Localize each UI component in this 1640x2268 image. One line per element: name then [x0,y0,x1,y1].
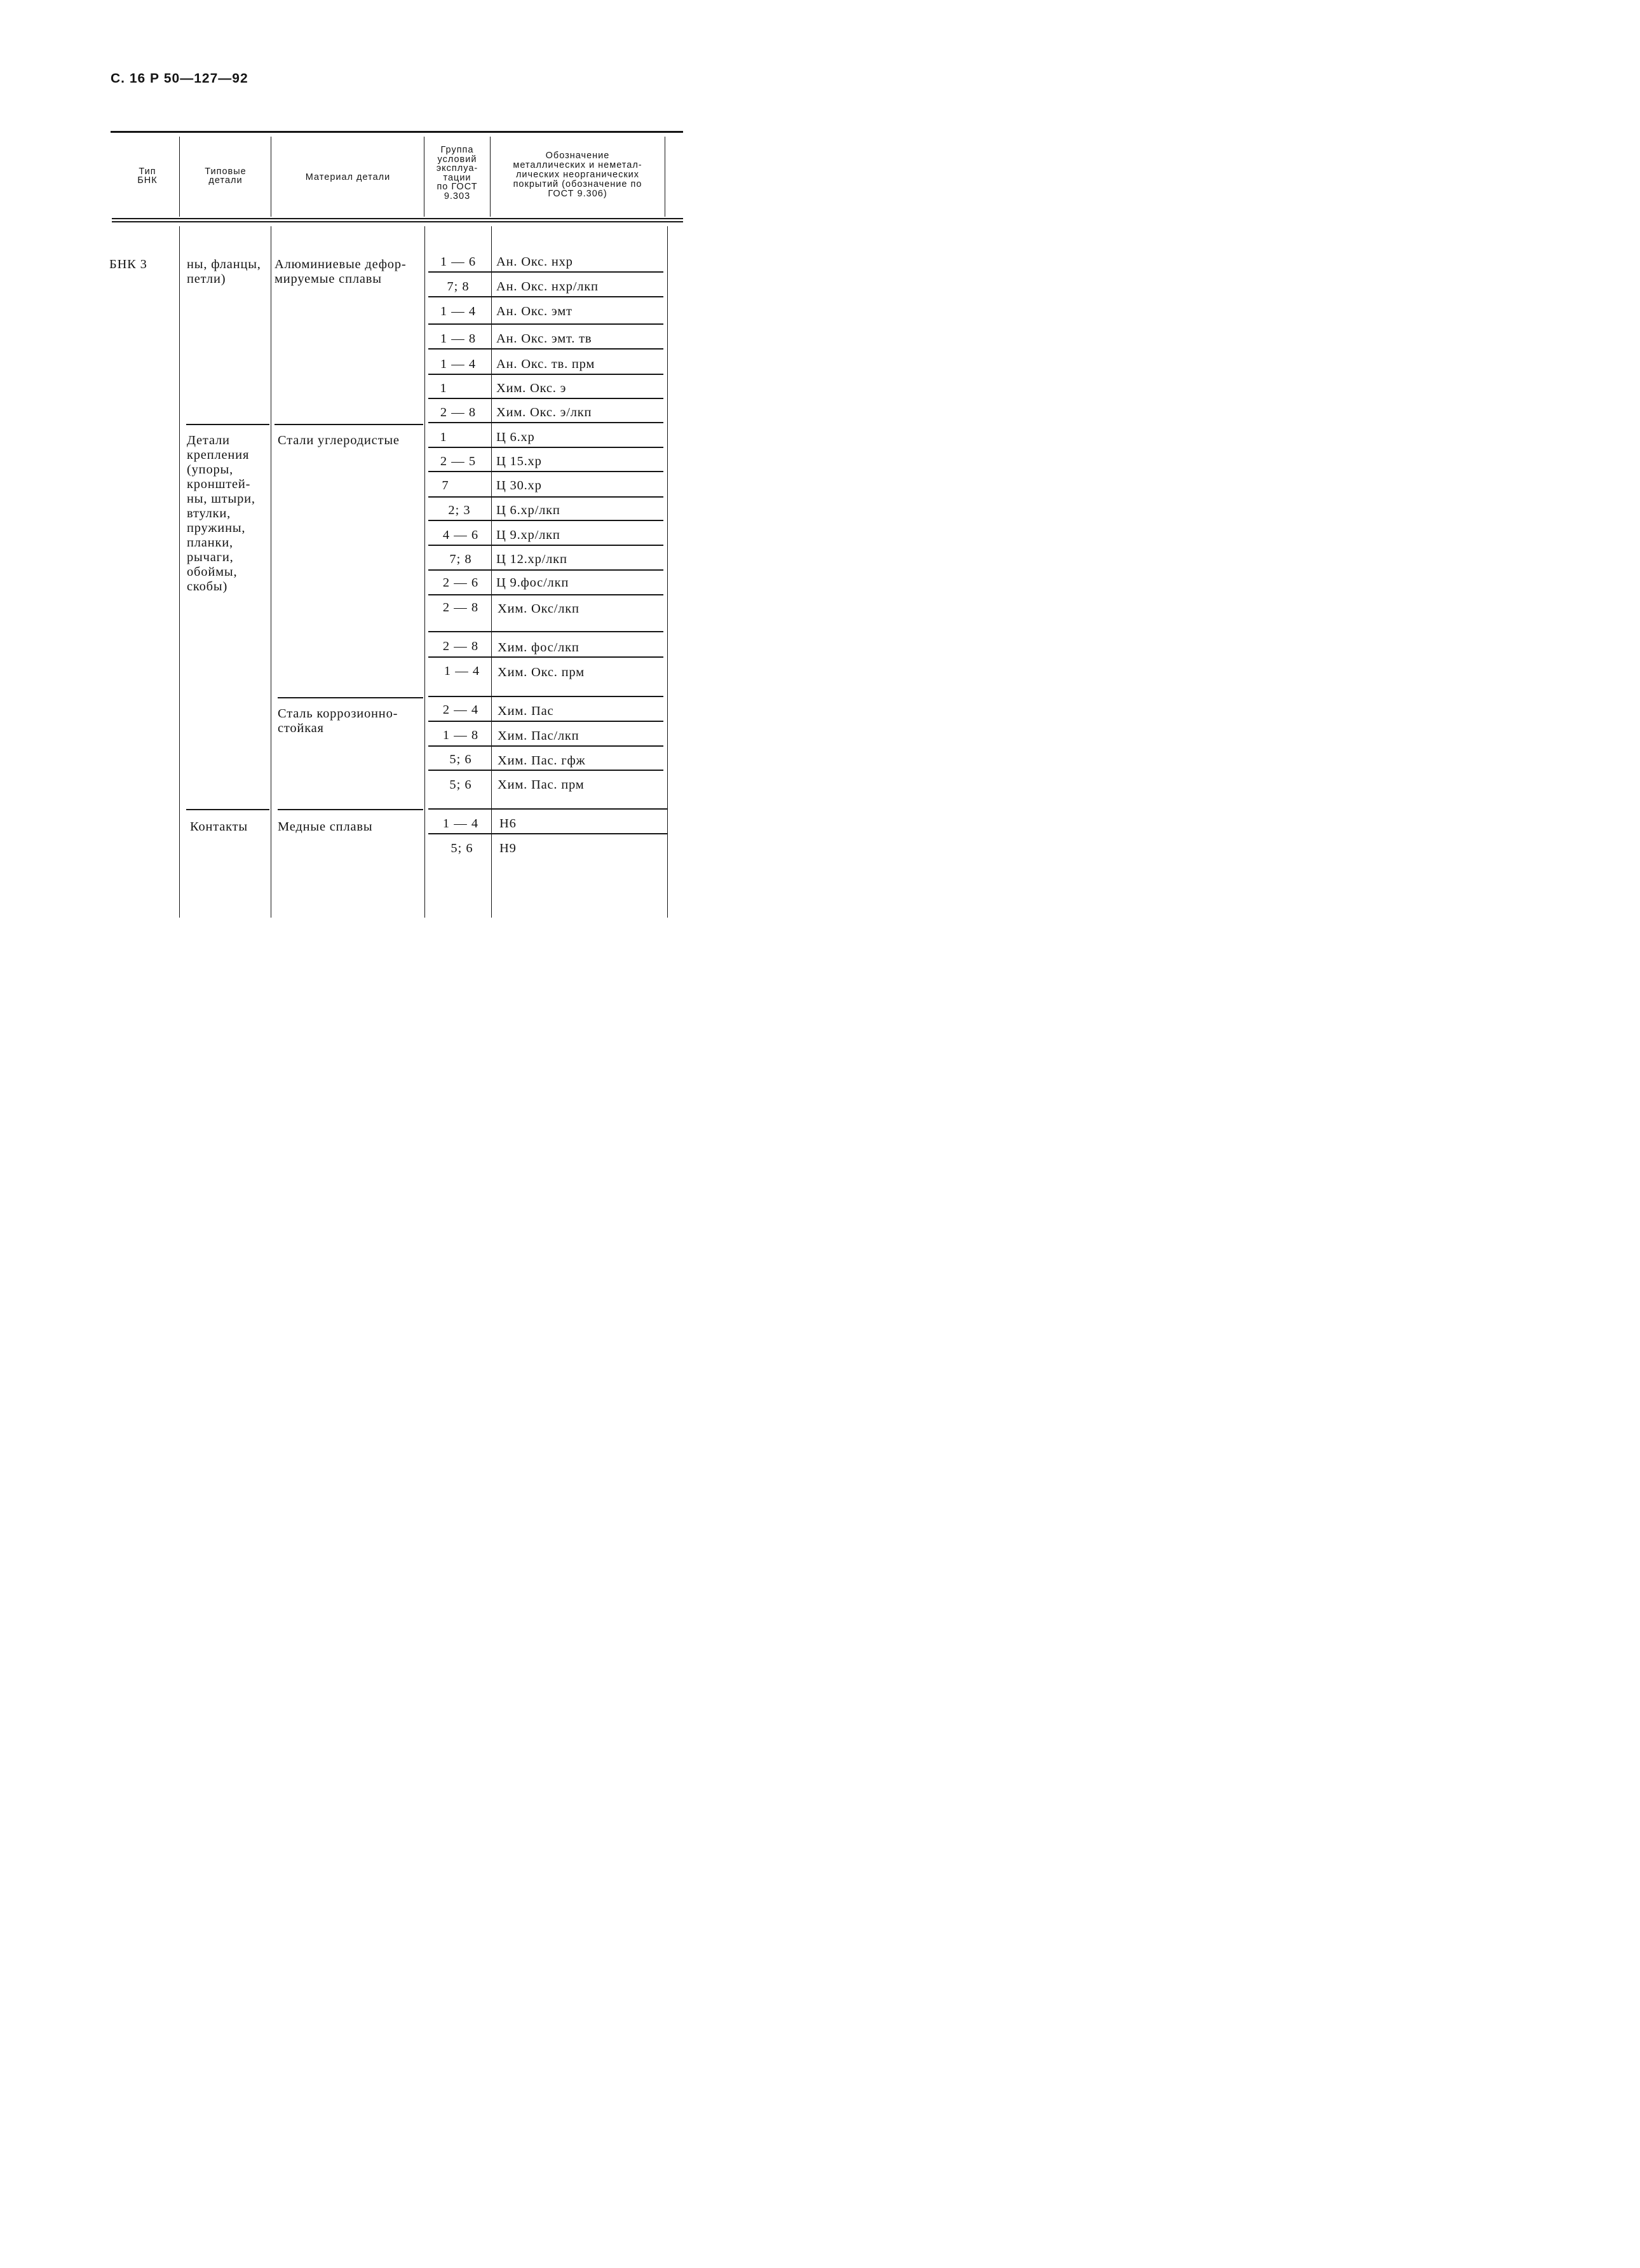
body-divider-1 [179,226,180,918]
body-divider-3 [424,226,425,918]
group-cell: 1 — 8 [442,728,479,742]
header-parts-line: Типовые [205,166,247,177]
group-cell: 1 — 4 [444,664,480,678]
group-cell: 1 — 8 [440,332,477,346]
designation-cell: Хим. Пас [498,704,554,718]
group-cell: 1 — 6 [440,255,477,269]
parts-line: крепления [187,448,250,462]
group-cell: 2 — 5 [440,454,477,468]
parts-separator-1 [186,424,269,425]
group-cell: 1 [440,430,447,444]
designation-cell: Хим. Окс. э/лкп [496,405,592,419]
group-cell: 1 — 4 [442,817,479,831]
group-cell: 2 — 8 [442,601,479,615]
designation-cell: Ан. Окс. эмт. тв [496,332,592,346]
group-cell: 2; 3 [448,503,471,517]
group-cell: 1 — 4 [440,304,477,318]
header-type-line: Тип [139,166,156,177]
parts-line: ны, фланцы, [187,257,261,271]
material-separator-3 [278,809,423,810]
header-group-line: по ГОСТ [437,182,478,192]
body-divider-4 [491,226,492,918]
header-parts [180,167,271,185]
header-type [116,167,179,185]
parts-line: петли) [187,272,226,286]
material-line: Стали углеродистые [278,433,400,447]
designation-cell: Хим. Окс. прм [498,665,585,679]
table-top-rule [111,131,683,133]
parts-line: (упоры, [187,463,234,477]
row-separator [428,808,667,810]
header-material [272,173,424,182]
header-bottom-rule-2 [112,221,683,222]
designation-cell: Ц 30.хр [496,479,542,492]
row-separator [428,721,663,722]
designation-cell: Ан. Окс. эмт [496,304,573,318]
row-separator [428,631,663,632]
parts-group-3 [190,820,248,834]
designation-cell: Ц 12.хр/лкп [496,552,567,566]
row-separator [428,545,663,546]
designation-cell: Ц 15.хр [496,454,542,468]
header-group-line: условий [437,154,477,165]
header-designation-line: покрытий (обозначение по [513,179,642,189]
designation-cell: Хим. Окс. э [496,381,567,395]
designation-cell: Ан. Окс. нхр/лкп [496,280,599,294]
parts-line: пружины, [187,521,246,535]
parts-line: обоймы, [187,565,238,579]
row-separator [428,471,663,472]
material-group-4 [278,820,372,834]
designation-cell: Ц 9.хр/лкп [496,528,560,542]
designation-cell: Хим. Пас/лкп [498,729,579,743]
parts-line: кронштей- [187,477,251,491]
group-cell: 5; 6 [451,841,473,855]
material-line: стойкая [278,721,324,735]
group-cell: 2 — 6 [442,576,479,590]
material-group-2 [278,433,400,448]
group-cell: 7 [442,479,449,492]
parts-line: втулки, [187,506,231,520]
row-separator [428,323,663,325]
row-separator [428,374,663,375]
group-cell: 4 — 6 [442,528,479,542]
page-header: С. 16 Р 50—127—92 [111,71,248,86]
header-group-line: Группа [440,145,474,155]
material-separator-1 [274,424,423,425]
bnk-type: БНК 3 [109,257,147,271]
designation-cell: Ц 9.фос/лкп [496,576,569,590]
row-separator [428,833,667,834]
header-group [424,146,490,201]
group-cell: 2 — 8 [442,639,479,653]
designation-cell: Хим. фос/лкп [498,641,579,655]
row-separator [428,398,663,399]
row-separator [428,271,663,273]
parts-line: Детали [187,433,230,447]
designation-cell: Ан. Окс. нхр [496,255,573,269]
header-material-line: Материал детали [305,172,391,182]
row-separator [428,496,663,498]
material-line: мируемые сплавы [274,272,382,286]
row-separator [428,745,663,747]
material-line: Алюминиевые дефор- [274,257,407,271]
header-designation-line: металлических и неметал- [513,160,642,170]
header-designation-line: лических неорганических [515,170,640,180]
designation-cell: Ан. Окс. тв. прм [496,357,595,371]
parts-line: планки, [187,536,233,550]
designation-cell: Ц 6.хр [496,430,535,444]
row-separator [428,296,663,297]
group-cell: 1 [440,381,447,395]
designation-cell: Н6 [499,817,517,831]
row-separator [428,447,663,448]
group-cell: 2 — 4 [442,703,479,717]
header-designation-line: ГОСТ 9.306) [548,189,607,199]
header-parts-line: детали [208,175,243,186]
row-separator [428,770,663,771]
header-designation [491,151,665,199]
group-cell: 1 — 4 [440,357,477,371]
designation-cell: Хим. Окс/лкп [498,602,579,616]
parts-line: скобы) [187,580,228,594]
header-group-line: тации [443,172,471,183]
group-cell: 7; 8 [447,280,470,294]
parts-line: рычаги, [187,550,234,564]
header-group-line: эксплуа- [436,163,478,173]
row-separator [428,569,663,571]
material-separator-2 [278,697,423,698]
row-separator [428,696,663,697]
header-type-line: БНК [137,175,158,186]
body-divider-5 [667,226,668,918]
parts-group-2 [187,433,255,594]
material-line: Медные сплавы [278,820,373,834]
parts-separator-2 [186,809,269,810]
material-group-1 [274,257,407,287]
header-designation-line: Обозначение [545,151,610,161]
designation-cell: Хим. Пас. гфж [498,754,586,768]
parts-line: Контакты [190,820,248,834]
designation-cell: Н9 [499,841,517,855]
coatings-table [0,0,718,993]
group-cell: 5; 6 [449,752,472,766]
header-group-line: 9.303 [444,191,471,201]
row-separator [428,594,663,595]
designation-cell: Ц 6.хр/лкп [496,503,560,517]
row-separator [428,348,663,350]
parts-line: ны, штыри, [187,492,255,506]
group-cell: 7; 8 [449,552,472,566]
material-group-3 [278,707,398,736]
row-separator [428,520,663,521]
designation-cell: Хим. Пас. прм [498,778,585,792]
group-cell: 5; 6 [449,778,472,792]
parts-group-1 [187,257,261,287]
row-separator [428,656,663,658]
group-cell: 2 — 8 [440,405,477,419]
header-bottom-rule [112,218,683,219]
row-separator [428,422,663,423]
material-line: Сталь коррозионно- [278,707,398,721]
